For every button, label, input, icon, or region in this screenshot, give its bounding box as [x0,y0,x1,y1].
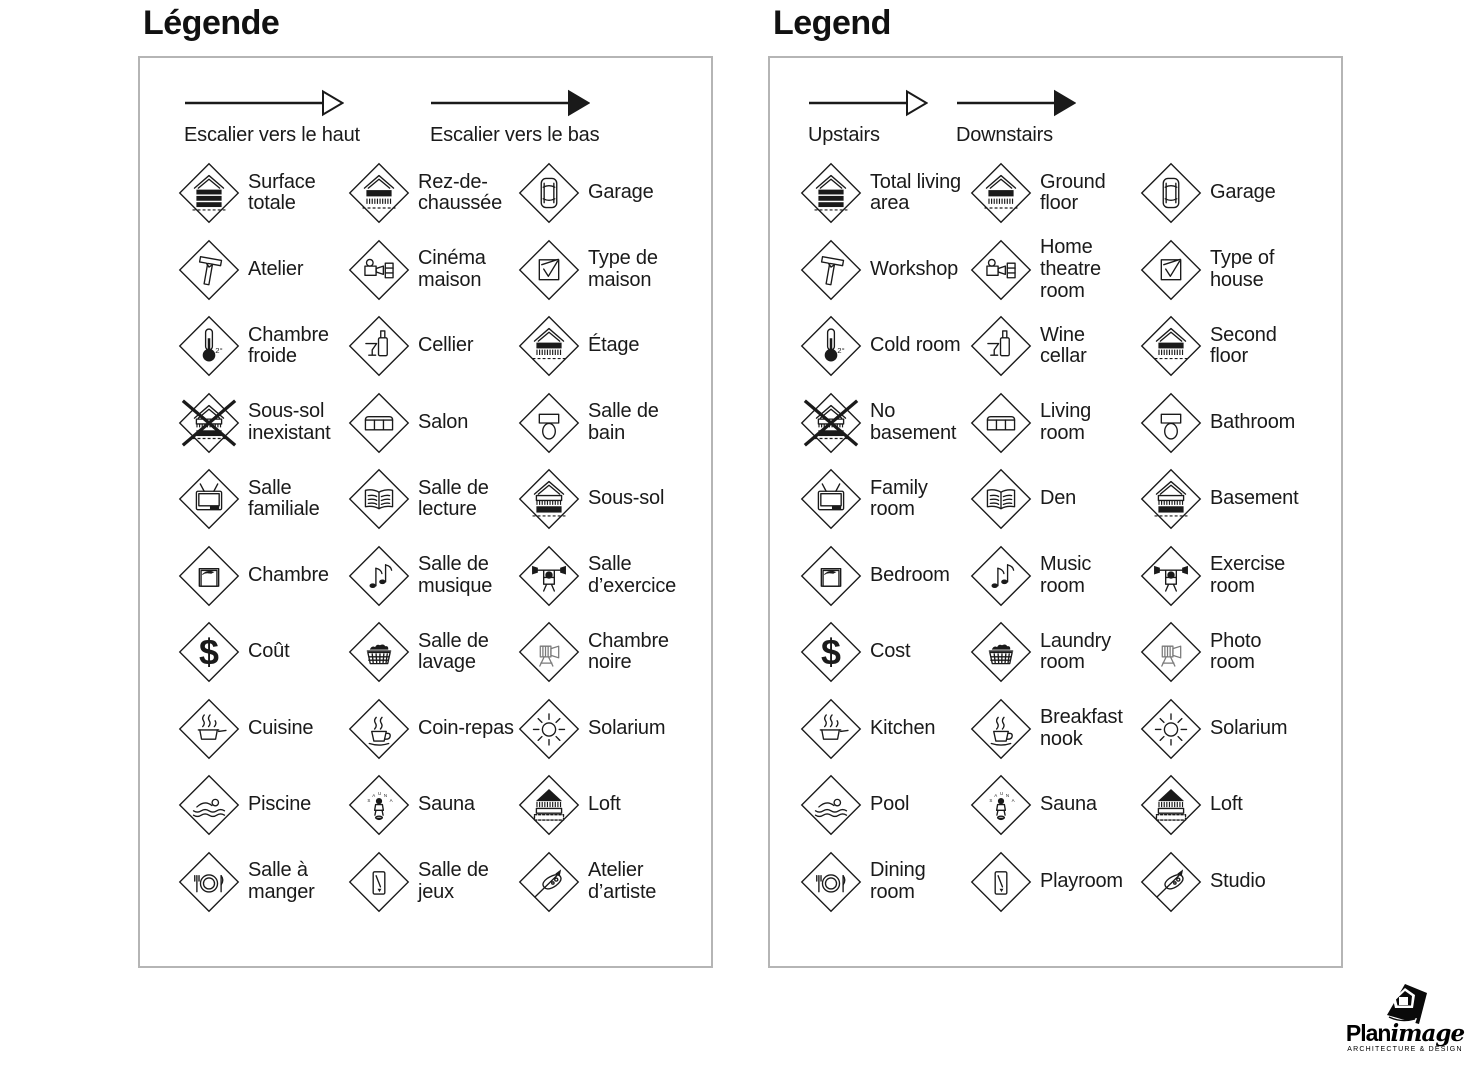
coffee-cup-icon [348,698,410,760]
legend-item [178,385,348,462]
legend-item-label: Kitchen [870,716,936,739]
sauna-person-icon [970,774,1032,836]
legend-item-label: Pool [870,793,910,816]
legend-grid-english [770,155,1341,920]
thermometer-icon [178,315,240,377]
legend-item-label: Bedroom [870,563,950,586]
stair-up-label: Upstairs [808,124,880,146]
legend-item-label: Cellier [418,334,474,357]
paint-palette-icon [1140,851,1202,913]
legend-item [970,614,1140,691]
legend-item [800,767,970,844]
legend-item [518,844,711,921]
planimage-brand [1346,1022,1464,1045]
legend-item [1140,767,1341,844]
legend-box-english [768,56,1343,968]
stair-down-item [430,88,599,147]
legend-item-label: Garage [588,181,654,204]
legend-item-label: Chambre [248,563,329,586]
photo-enlarger-icon [1140,621,1202,683]
house-total-icon [800,162,862,224]
checkmark-box-icon [1140,239,1202,301]
toilet-icon [1140,392,1202,454]
legend-item-label: Total living area [870,170,961,215]
house-crossed-icon [800,392,862,454]
music-notes-icon [348,545,410,607]
svg-text:N: N [1005,793,1010,799]
legend-item-label: Cold room [870,334,961,357]
film-projector-icon [970,239,1032,301]
svg-text:U: U [378,791,382,797]
legend-item-label: Salle de lecture [418,476,489,521]
bed-sheet-icon [178,545,240,607]
dollar-sign-icon [178,621,240,683]
legend-item-label: Atelier [248,257,304,280]
film-projector-icon [348,239,410,301]
legend-item-label: Salle familiale [248,476,320,521]
checkmark-box-icon [518,239,580,301]
stair-up-arrow-icon [808,88,956,118]
legend-item-label: Living room [1040,400,1092,444]
legend-item [348,691,518,768]
legend-item [970,232,1140,309]
legend-item-label: Cuisine [248,716,314,739]
legend-item [178,767,348,844]
open-book-icon [348,468,410,530]
legend-item [1140,461,1341,538]
weightlifter-icon [518,545,580,607]
bed-sheet-icon [800,545,862,607]
legend-item-label: Solarium [588,716,666,739]
stair-down-item [956,88,1076,147]
legend-item-label: Étage [588,334,640,357]
house-second-floor-icon [518,315,580,377]
legend-item-label: Coût [248,640,290,663]
legend-item-label: Coin-repas [418,716,514,739]
svg-text:A: A [1011,798,1015,804]
legend-item [970,155,1140,232]
legend-item-label: Second floor [1210,323,1277,368]
stair-down-label: Downstairs [956,124,1053,146]
legend-item-label: Salle à manger [248,859,315,903]
place-setting-icon [178,851,240,913]
legend-item [800,461,970,538]
legend-item [518,232,711,309]
svg-text:S: S [367,798,371,804]
legend-item [178,308,348,385]
legend-item [518,155,711,232]
sofa-icon [970,392,1032,454]
legend-item-label: Cost [870,640,911,663]
legend-item [970,691,1140,768]
svg-text:S: S [989,798,993,804]
legend-item [518,308,711,385]
coffee-cup-icon [970,698,1032,760]
svg-text:$: $ [199,632,219,673]
legend-item-label: Home theatre room [1040,236,1101,302]
legend-item-label: Type of house [1210,247,1275,291]
legend-item [348,232,518,309]
legend-item-label: Cinéma maison [418,247,486,291]
sun-icon [1140,698,1202,760]
svg-text:A: A [389,798,393,804]
legend-box-french [138,56,713,968]
legend-item [178,538,348,615]
legend-item [800,538,970,615]
legend-panel-french [138,4,713,968]
laundry-basket-icon [970,621,1032,683]
panel-title-english: Legend [773,4,891,42]
swimmer-icon [178,774,240,836]
legend-item-label: Loft [1210,793,1243,816]
legend-panel-english [768,4,1343,968]
planimage-logo [1340,984,1470,1053]
legend-item [1140,691,1341,768]
svg-text:A: A [372,793,376,799]
legend-item-label: Garage [1210,181,1276,204]
wine-bottle-glass-icon [348,315,410,377]
stair-down-arrow-icon [430,88,599,118]
legend-item [178,691,348,768]
tv-icon [800,468,862,530]
legend-item [800,385,970,462]
panel-title-french: Légende [143,4,280,42]
stair-up-item [808,88,956,147]
legend-item-label: Salle de musique [418,553,493,597]
dollar-sign-icon [800,621,862,683]
legend-item [518,461,711,538]
legend-item-label: Sous-sol inexistant [248,400,331,444]
legend-item-label: Salon [418,410,469,433]
legend-item-label: Sauna [418,793,475,816]
legend-item [970,767,1140,844]
svg-text:U: U [1000,791,1004,797]
place-setting-icon [800,851,862,913]
legend-item-label: Salle d’exercice [588,553,677,597]
legend-item [348,308,518,385]
legend-item-label: Ground floor [1040,170,1106,215]
legend-item-label: Exercise room [1210,553,1286,597]
hammer-icon [178,239,240,301]
brand-image-text: image [1390,1020,1465,1047]
house-loft-icon [1140,774,1202,836]
svg-text:2°: 2° [215,346,223,356]
house-crossed-icon [178,392,240,454]
sun-icon [518,698,580,760]
legend-item [518,614,711,691]
legend-item [178,461,348,538]
house-basement-icon [518,468,580,530]
toilet-icon [518,392,580,454]
legend-item [970,308,1140,385]
house-basement-icon [1140,468,1202,530]
legend-item-label: Sous-sol [588,487,665,510]
legend-item-label: Wine cellar [1040,323,1087,368]
legend-item-label: Type de maison [588,247,658,291]
house-second-floor-icon [1140,315,1202,377]
legend-item-label: Salle de lavage [418,629,489,674]
legend-item-label: Chambre froide [248,323,329,368]
stair-down-arrow-icon [956,88,1076,118]
brand-plan-text: Plan [1345,1020,1391,1046]
legend-item-label: Atelier d’artiste [588,859,657,903]
music-notes-icon [970,545,1032,607]
legend-item-label: Basement [1210,487,1299,510]
legend-item-label: Salle de jeux [418,859,489,903]
legend-item [800,844,970,921]
tv-icon [178,468,240,530]
legend-item [178,155,348,232]
legend-item [970,538,1140,615]
legend-item [1140,155,1341,232]
legend-item [800,614,970,691]
stair-up-item [184,88,430,147]
legend-item [348,844,518,921]
cooking-pot-icon [800,698,862,760]
legend-item [970,844,1140,921]
thermometer-icon [800,315,862,377]
svg-text:$: $ [821,632,841,673]
legend-item [518,691,711,768]
legend-item-label: Laundry room [1040,629,1111,674]
legend-item [348,155,518,232]
house-total-icon [178,162,240,224]
legend-item-label: No basement [870,400,957,444]
stair-up-label: Escalier vers le haut [184,124,360,146]
legend-item [800,308,970,385]
car-icon [1140,162,1202,224]
hammer-icon [800,239,862,301]
photo-enlarger-icon [518,621,580,683]
legend-item-label: Playroom [1040,869,1123,892]
wine-bottle-glass-icon [970,315,1032,377]
legend-item-label: Chambre noire [588,629,669,674]
sauna-person-icon [348,774,410,836]
stair-up-arrow-icon [184,88,430,118]
legend-item [178,232,348,309]
legend-item-label: Sauna [1040,793,1097,816]
legend-item-label: Salle de bain [588,400,659,444]
legend-item-label: Rez-de-chaussée [418,170,503,215]
legend-item-label: Solarium [1210,716,1288,739]
legend-item [800,155,970,232]
legend-item-label: Den [1040,487,1077,510]
legend-item [348,385,518,462]
svg-text:A: A [994,793,998,799]
legend-item [518,767,711,844]
sofa-icon [348,392,410,454]
legend-item [1140,308,1341,385]
legend-item-label: Music room [1040,553,1092,597]
legend-item-label: Workshop [870,257,959,280]
legend-item-label: Dining room [870,859,926,903]
legend-item [518,385,711,462]
open-book-icon [970,468,1032,530]
house-loft-icon [518,774,580,836]
svg-text:2°: 2° [837,346,845,356]
legend-item-label: Photo room [1210,629,1262,674]
legend-grid-french [140,155,711,920]
legend-item-label: Surface totale [248,170,316,215]
stair-down-label: Escalier vers le bas [430,124,600,146]
legend-item [800,232,970,309]
legend-item [800,691,970,768]
legend-item-label: Loft [588,793,621,816]
swimmer-icon [800,774,862,836]
laundry-basket-icon [348,621,410,683]
stairs-legend [770,58,1341,147]
legend-item [970,385,1140,462]
legend-item [1140,232,1341,309]
legend-item-label: Studio [1210,869,1266,892]
legend-item-label: Family room [870,476,928,521]
house-ground-floor-icon [348,162,410,224]
legend-item [348,614,518,691]
legend-item [178,614,348,691]
stairs-legend [140,58,711,147]
legend-item [348,461,518,538]
legend-item [1140,538,1341,615]
legend-item [1140,385,1341,462]
legend-item-label: Piscine [248,793,312,816]
cooking-pot-icon [178,698,240,760]
pool-table-icon [348,851,410,913]
pool-table-icon [970,851,1032,913]
legend-item-label: Breakfast nook [1040,706,1123,750]
legend-item [1140,614,1341,691]
svg-text:N: N [383,793,388,799]
weightlifter-icon [1140,545,1202,607]
car-icon [518,162,580,224]
legend-item [970,461,1140,538]
house-ground-floor-icon [970,162,1032,224]
legend-item [178,844,348,921]
legend-item [348,538,518,615]
planimage-tagline: ARCHITECTURE & DESIGN [1347,1046,1463,1053]
legend-item [1140,844,1341,921]
paint-palette-icon [518,851,580,913]
legend-item [348,767,518,844]
legend-item-label: Bathroom [1210,410,1296,433]
legend-item [518,538,711,615]
